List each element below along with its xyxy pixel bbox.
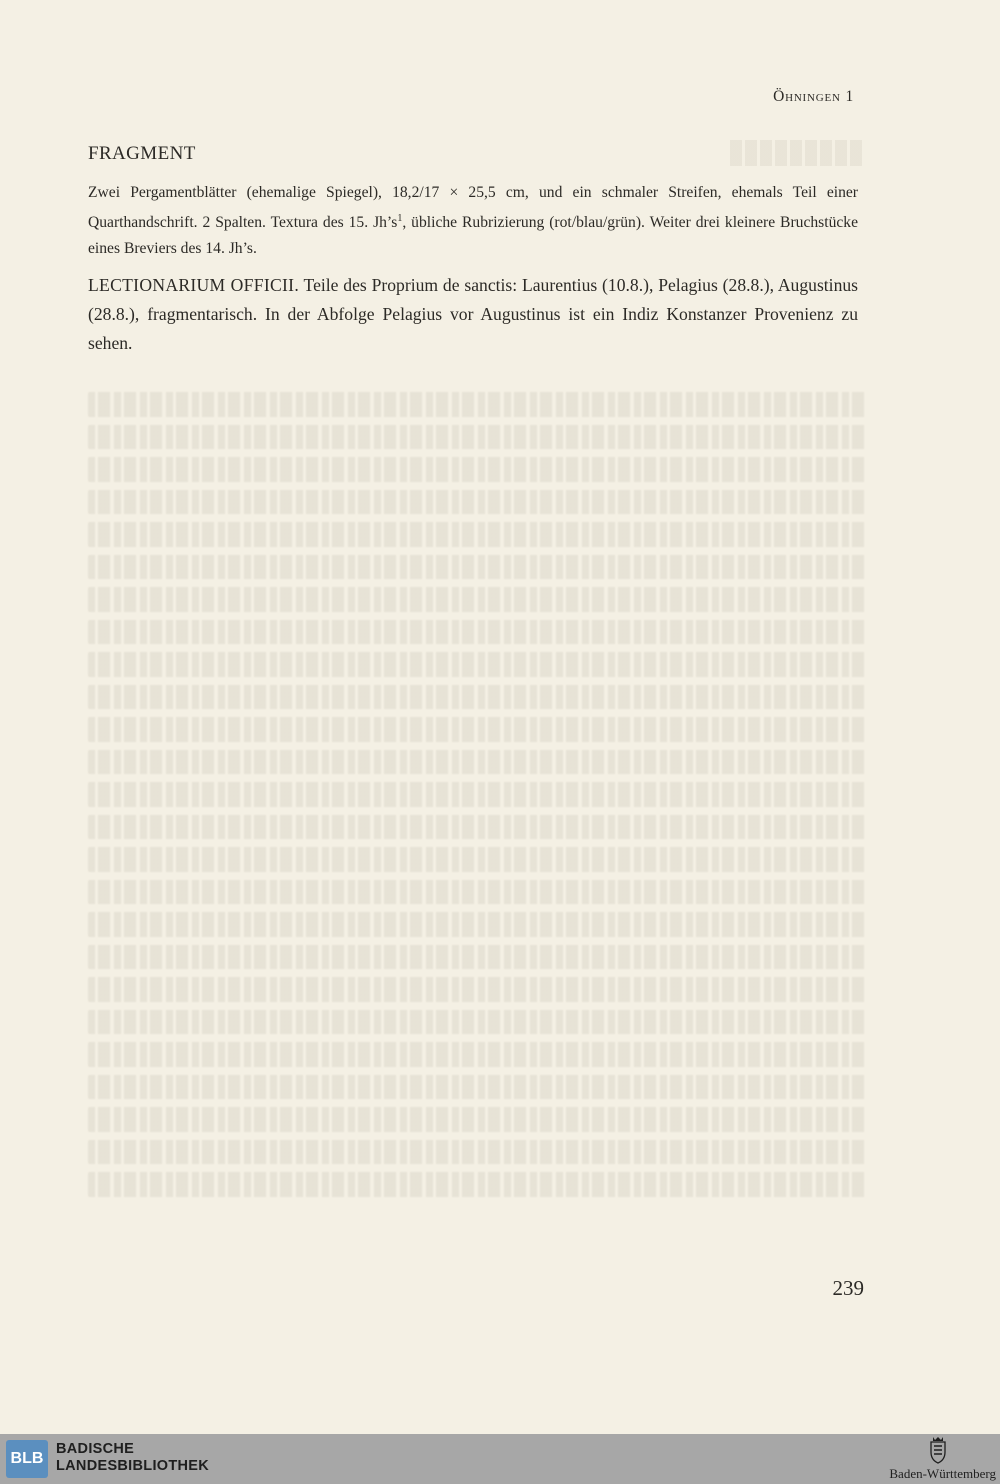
- running-head: Öhningen 1: [773, 88, 854, 105]
- lectionarium-title: LECTIONARIUM OFFICII.: [88, 275, 300, 295]
- lectionarium-text: Teile des Proprium de sanctis: Laurentius (10.8.), Pelagius (28.8.), Augustinus (28.8.), fragmentarisch. In der Abfolge Pelagius vor Augustinus ist ein Indiz Konstanzer Provenienz zu sehen.: [88, 275, 859, 353]
- fragment-heading: FRAGMENT: [88, 143, 196, 164]
- blb-logo[interactable]: BLB: [6, 1440, 48, 1478]
- page-number: 239: [832, 1276, 864, 1300]
- library-name[interactable]: [56, 1441, 209, 1475]
- fragment-text-part2: , übliche Rubrizierung (rot/blau/grün). Weiter drei kleinere Bruchstücke eines Breviers des 14. Jh’s.: [88, 214, 859, 258]
- fragment-text-part1: Zwei Pergamentblätter (ehemalige Spiegel), 18,2/17 × 25,5 cm, und ein schmaler Streifen, ehemals Teil einer Quarthandschrift. 2 Spalten. Textura des 15. Jh’s: [88, 184, 858, 232]
- footnote-mark: 1: [397, 213, 403, 224]
- coat-of-arms-icon: [928, 1436, 948, 1464]
- fragment-description: [88, 180, 858, 262]
- bleed-through-text: [88, 392, 868, 1205]
- lectionarium-paragraph: [88, 271, 858, 358]
- bleed-through-heading: [730, 140, 865, 166]
- library-name-line2: LANDESBIBLIOTHEK: [56, 1458, 210, 1474]
- library-name-line1: BADISCHE: [56, 1441, 135, 1457]
- region-name: Baden-Württemberg: [889, 1466, 996, 1481]
